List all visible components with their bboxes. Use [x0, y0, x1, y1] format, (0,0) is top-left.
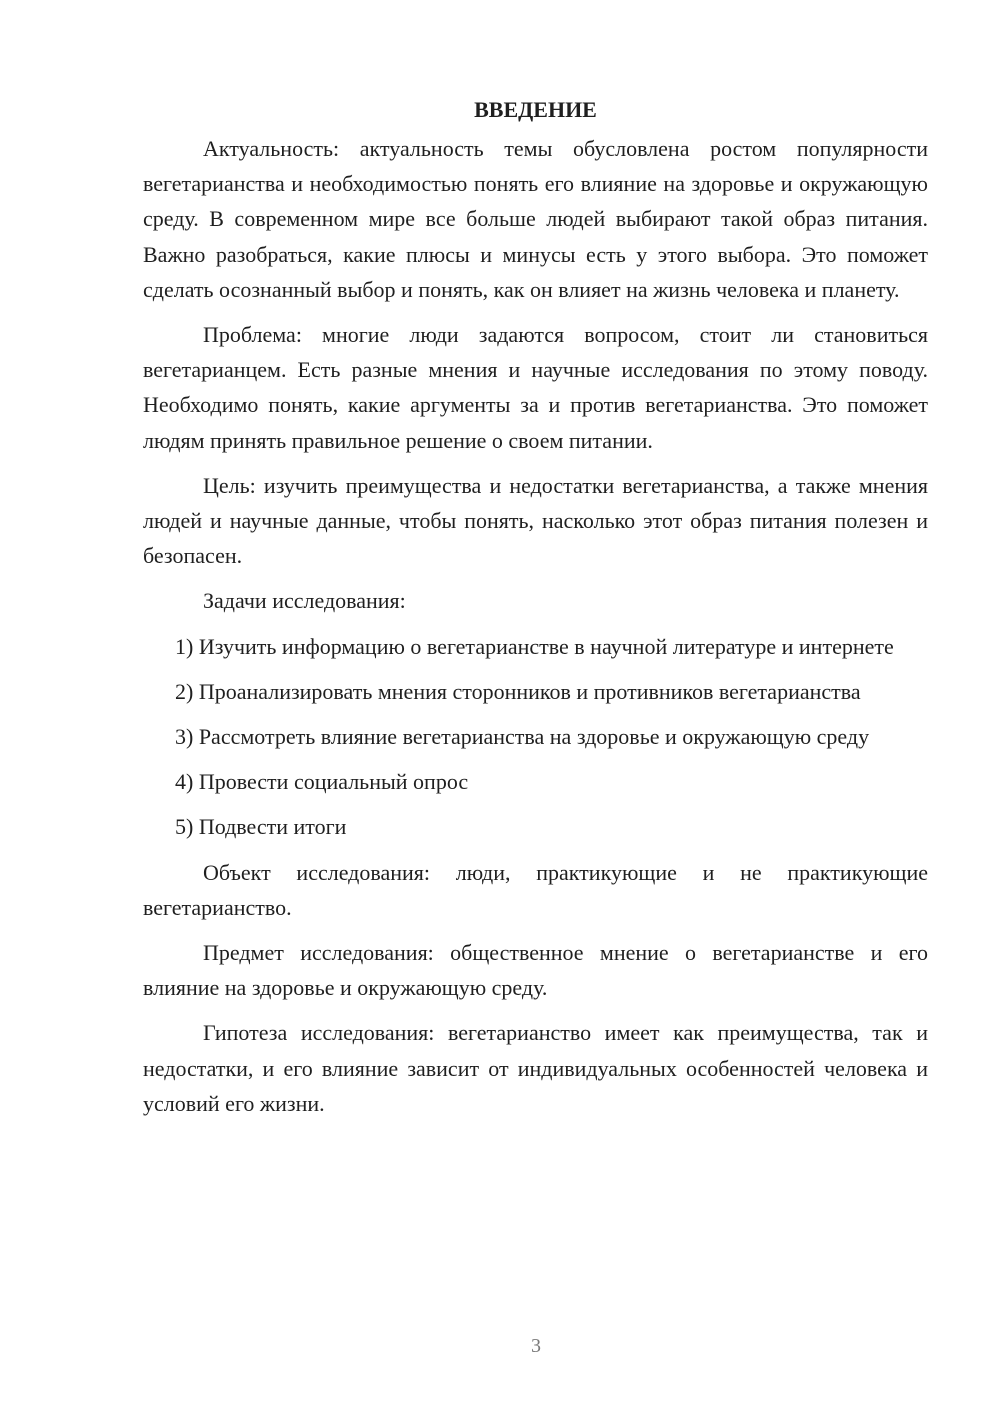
task-item-4: 4) Провести социальный опрос — [175, 769, 469, 795]
problem-paragraph: Проблема: многие люди задаются вопросом, стоит ли становиться вегетарианцем. Есть разные мнения и научные исследования по этому поводу. Необходимо понять, какие аргументы за и против вегетарианства. Это поможет людям принять правильное решение о своем питании. — [143, 322, 928, 453]
page-content — [143, 92, 928, 1131]
object-paragraph: Объект исследования: люди, практикующие и не практикующие вегетарианство. — [143, 859, 928, 920]
task-item-2: 2) Проанализировать мнения сторонников и противников вегетарианства — [175, 678, 861, 704]
subject-paragraph: Предмет исследования: общественное мнение о вегетарианстве и его влияние на здоровье и окружающую среду. — [143, 940, 928, 1001]
hypothesis-paragraph: Гипотеза исследования: вегетарианство имеет как преимущества, так и недостатки, и его влияние зависит от индивидуальных особенностей человека и условий его жизни. — [143, 1020, 928, 1116]
task-item-5: 5) Подвести итоги — [175, 814, 347, 840]
goal-paragraph: Цель: изучить преимущества и недостатки вегетарианства, а также мнения людей и научные данные, чтобы понять, насколько этот образ питания полезен и безопасен. — [143, 472, 928, 569]
task-item-1: 1) Изучить информацию о вегетарианстве в научной литературе и интернете — [175, 633, 894, 659]
page-number: 3 — [531, 1335, 541, 1357]
section-heading: ВВЕДЕНИЕ — [474, 97, 597, 122]
relevance-paragraph: Актуальность: актуальность темы обусловлена ростом популярности вегетарианства и необходимостью понять его влияние на здоровье и окружающую среду. В современном мире все больше людей выбирают такой образ питания. Важно разобраться, какие плюсы и минусы есть у этого выбора. Это поможет сделать осознанный выбор и понять, как он влияет на жизнь человека и планету. — [143, 136, 928, 302]
tasks-title: Задачи исследования: — [203, 588, 406, 614]
task-item-3: 3) Рассмотреть влияние вегетарианства на здоровье и окружающую среду — [175, 724, 870, 750]
